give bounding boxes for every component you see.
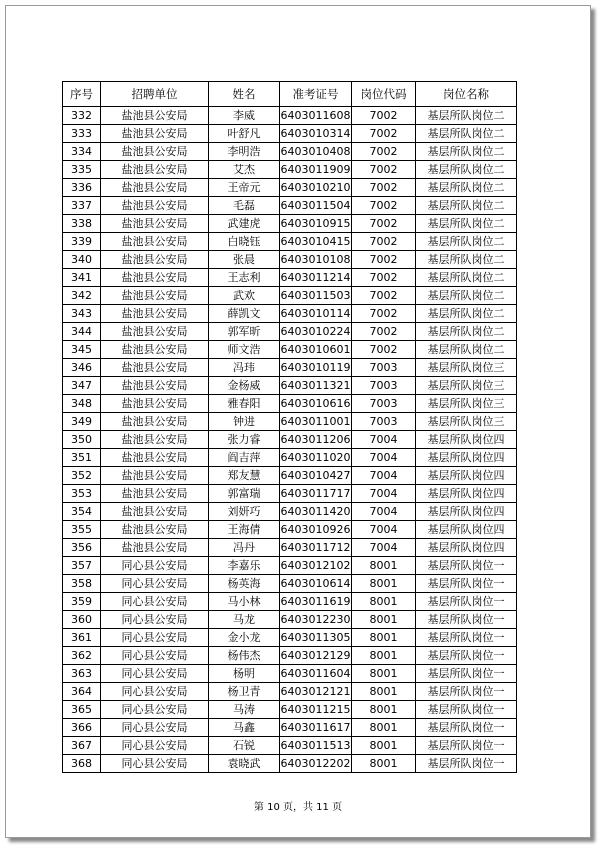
cell-exam-id: 6403011215 <box>280 701 352 719</box>
cell-unit: 盐池县公安局 <box>101 359 209 377</box>
cell-seq: 363 <box>63 665 101 683</box>
cell-post-name: 基层所队岗位一 <box>416 665 517 683</box>
cell-seq: 367 <box>63 737 101 755</box>
cell-exam-id: 6403011604 <box>280 665 352 683</box>
cell-seq: 351 <box>63 449 101 467</box>
cell-exam-id: 6403011206 <box>280 431 352 449</box>
cell-seq: 340 <box>63 251 101 269</box>
cell-seq: 350 <box>63 431 101 449</box>
cell-post-code: 7002 <box>352 341 416 359</box>
cell-seq: 352 <box>63 467 101 485</box>
cell-unit: 盐池县公安局 <box>101 521 209 539</box>
cell-name: 李威 <box>209 107 280 125</box>
cell-post-code: 7002 <box>352 197 416 215</box>
cell-exam-id: 6403011513 <box>280 737 352 755</box>
table-row <box>63 251 517 269</box>
cell-name: 冯玮 <box>209 359 280 377</box>
table-row <box>63 683 517 701</box>
cell-post-name: 基层所队岗位二 <box>416 251 517 269</box>
table-row <box>63 377 517 395</box>
cell-unit: 盐池县公安局 <box>101 323 209 341</box>
cell-post-code: 7002 <box>352 125 416 143</box>
candidate-table <box>62 81 517 773</box>
cell-seq: 358 <box>63 575 101 593</box>
cell-exam-id: 6403012129 <box>280 647 352 665</box>
table-row <box>63 647 517 665</box>
cell-post-code: 8001 <box>352 683 416 701</box>
table-row <box>63 125 517 143</box>
cell-name: 钟进 <box>209 413 280 431</box>
cell-post-name: 基层所队岗位二 <box>416 179 517 197</box>
table-row <box>63 341 517 359</box>
cell-unit: 盐池县公安局 <box>101 413 209 431</box>
cell-unit: 同心县公安局 <box>101 647 209 665</box>
cell-exam-id: 6403010314 <box>280 125 352 143</box>
cell-seq: 341 <box>63 269 101 287</box>
table-row <box>63 179 517 197</box>
cell-unit: 盐池县公安局 <box>101 395 209 413</box>
cell-exam-id: 6403010108 <box>280 251 352 269</box>
table-row <box>63 503 517 521</box>
table-row <box>63 737 517 755</box>
cell-exam-id: 6403011001 <box>280 413 352 431</box>
cell-seq: 366 <box>63 719 101 737</box>
table-row <box>63 593 517 611</box>
cell-exam-id: 6403010614 <box>280 575 352 593</box>
cell-unit: 盐池县公安局 <box>101 233 209 251</box>
cell-post-code: 7004 <box>352 449 416 467</box>
cell-unit: 同心县公安局 <box>101 737 209 755</box>
header-seq: 序号 <box>63 82 101 107</box>
cell-unit: 同心县公安局 <box>101 629 209 647</box>
cell-seq: 333 <box>63 125 101 143</box>
cell-name: 张晨 <box>209 251 280 269</box>
cell-name: 阎吉萍 <box>209 449 280 467</box>
cell-post-name: 基层所队岗位一 <box>416 737 517 755</box>
cell-post-name: 基层所队岗位一 <box>416 557 517 575</box>
cell-unit: 盐池县公安局 <box>101 449 209 467</box>
cell-name: 冯丹 <box>209 539 280 557</box>
cell-unit: 盐池县公安局 <box>101 251 209 269</box>
cell-post-code: 7004 <box>352 503 416 521</box>
cell-post-code: 7002 <box>352 143 416 161</box>
cell-unit: 盐池县公安局 <box>101 197 209 215</box>
cell-exam-id: 6403011617 <box>280 719 352 737</box>
cell-post-code: 7002 <box>352 179 416 197</box>
cell-unit: 盐池县公安局 <box>101 467 209 485</box>
cell-unit: 同心县公安局 <box>101 575 209 593</box>
cell-exam-id: 6403010114 <box>280 305 352 323</box>
cell-post-name: 基层所队岗位三 <box>416 377 517 395</box>
cell-post-code: 7003 <box>352 413 416 431</box>
cell-post-code: 8001 <box>352 755 416 773</box>
table-row <box>63 629 517 647</box>
cell-seq: 346 <box>63 359 101 377</box>
table-row <box>63 413 517 431</box>
cell-unit: 盐池县公安局 <box>101 107 209 125</box>
cell-post-name: 基层所队岗位二 <box>416 305 517 323</box>
cell-post-name: 基层所队岗位三 <box>416 359 517 377</box>
cell-seq: 337 <box>63 197 101 215</box>
cell-exam-id: 6403011712 <box>280 539 352 557</box>
cell-exam-id: 6403011214 <box>280 269 352 287</box>
table-row <box>63 557 517 575</box>
cell-name: 袁晓武 <box>209 755 280 773</box>
cell-exam-id: 6403011420 <box>280 503 352 521</box>
cell-name: 刘妍巧 <box>209 503 280 521</box>
table-row <box>63 611 517 629</box>
cell-post-code: 7002 <box>352 233 416 251</box>
cell-post-code: 8001 <box>352 611 416 629</box>
cell-unit: 盐池县公安局 <box>101 485 209 503</box>
cell-seq: 365 <box>63 701 101 719</box>
cell-name: 李嘉乐 <box>209 557 280 575</box>
cell-name: 雅春阳 <box>209 395 280 413</box>
header-name: 姓名 <box>209 82 280 107</box>
cell-post-code: 8001 <box>352 665 416 683</box>
cell-name: 王海倩 <box>209 521 280 539</box>
table-row <box>63 161 517 179</box>
cell-post-name: 基层所队岗位一 <box>416 755 517 773</box>
cell-exam-id: 6403012102 <box>280 557 352 575</box>
cell-name: 杨伟杰 <box>209 647 280 665</box>
cell-post-name: 基层所队岗位二 <box>416 143 517 161</box>
cell-post-name: 基层所队岗位三 <box>416 395 517 413</box>
header-unit: 招聘单位 <box>101 82 209 107</box>
cell-exam-id: 6403011305 <box>280 629 352 647</box>
cell-name: 郭富瑞 <box>209 485 280 503</box>
cell-unit: 同心县公安局 <box>101 719 209 737</box>
cell-seq: 349 <box>63 413 101 431</box>
cell-exam-id: 6403010408 <box>280 143 352 161</box>
cell-unit: 盐池县公安局 <box>101 287 209 305</box>
cell-name: 马涛 <box>209 701 280 719</box>
cell-post-name: 基层所队岗位二 <box>416 287 517 305</box>
cell-seq: 332 <box>63 107 101 125</box>
cell-post-name: 基层所队岗位二 <box>416 161 517 179</box>
document-page <box>5 5 591 838</box>
cell-exam-id: 6403011717 <box>280 485 352 503</box>
cell-post-code: 8001 <box>352 737 416 755</box>
cell-exam-id: 6403010616 <box>280 395 352 413</box>
cell-seq: 343 <box>63 305 101 323</box>
cell-post-code: 7002 <box>352 305 416 323</box>
cell-name: 薛凯文 <box>209 305 280 323</box>
cell-unit: 盐池县公安局 <box>101 377 209 395</box>
cell-unit: 盐池县公安局 <box>101 341 209 359</box>
cell-name: 金杨威 <box>209 377 280 395</box>
cell-unit: 盐池县公安局 <box>101 215 209 233</box>
cell-name: 杨英海 <box>209 575 280 593</box>
cell-seq: 357 <box>63 557 101 575</box>
cell-exam-id: 6403012121 <box>280 683 352 701</box>
table-row <box>63 449 517 467</box>
cell-post-name: 基层所队岗位四 <box>416 539 517 557</box>
table-row <box>63 107 517 125</box>
cell-post-name: 基层所队岗位二 <box>416 341 517 359</box>
table-row <box>63 305 517 323</box>
cell-seq: 359 <box>63 593 101 611</box>
cell-seq: 362 <box>63 647 101 665</box>
table-row <box>63 485 517 503</box>
table-row <box>63 719 517 737</box>
cell-seq: 360 <box>63 611 101 629</box>
cell-post-name: 基层所队岗位一 <box>416 719 517 737</box>
cell-name: 马鑫 <box>209 719 280 737</box>
table-row <box>63 575 517 593</box>
cell-seq: 368 <box>63 755 101 773</box>
cell-post-code: 7004 <box>352 431 416 449</box>
cell-exam-id: 6403011503 <box>280 287 352 305</box>
cell-post-name: 基层所队岗位二 <box>416 107 517 125</box>
cell-name: 金小龙 <box>209 629 280 647</box>
cell-exam-id: 6403011504 <box>280 197 352 215</box>
table-row <box>63 431 517 449</box>
page-footer: 第 10 页，共 11 页 <box>253 802 343 813</box>
cell-post-name: 基层所队岗位一 <box>416 629 517 647</box>
cell-name: 武建虎 <box>209 215 280 233</box>
cell-unit: 同心县公安局 <box>101 665 209 683</box>
cell-post-code: 7002 <box>352 107 416 125</box>
cell-unit: 盐池县公安局 <box>101 503 209 521</box>
cell-post-code: 7004 <box>352 467 416 485</box>
cell-post-name: 基层所队岗位四 <box>416 467 517 485</box>
cell-exam-id: 6403011321 <box>280 377 352 395</box>
table-row <box>63 197 517 215</box>
cell-post-name: 基层所队岗位二 <box>416 233 517 251</box>
cell-unit: 盐池县公安局 <box>101 539 209 557</box>
cell-post-name: 基层所队岗位一 <box>416 593 517 611</box>
cell-unit: 同心县公安局 <box>101 683 209 701</box>
cell-exam-id: 6403011608 <box>280 107 352 125</box>
cell-name: 杨明 <box>209 665 280 683</box>
cell-exam-id: 6403011909 <box>280 161 352 179</box>
cell-seq: 353 <box>63 485 101 503</box>
cell-name: 马龙 <box>209 611 280 629</box>
cell-name: 张力睿 <box>209 431 280 449</box>
table-row <box>63 215 517 233</box>
table-row <box>63 233 517 251</box>
cell-seq: 339 <box>63 233 101 251</box>
cell-unit: 同心县公安局 <box>101 557 209 575</box>
cell-seq: 361 <box>63 629 101 647</box>
cell-name: 杨卫青 <box>209 683 280 701</box>
cell-post-name: 基层所队岗位一 <box>416 701 517 719</box>
table-row <box>63 701 517 719</box>
cell-unit: 同心县公安局 <box>101 755 209 773</box>
cell-seq: 355 <box>63 521 101 539</box>
cell-seq: 334 <box>63 143 101 161</box>
cell-post-name: 基层所队岗位二 <box>416 323 517 341</box>
cell-seq: 345 <box>63 341 101 359</box>
cell-post-code: 8001 <box>352 647 416 665</box>
cell-post-code: 7002 <box>352 287 416 305</box>
cell-post-name: 基层所队岗位四 <box>416 449 517 467</box>
cell-post-code: 7003 <box>352 395 416 413</box>
cell-exam-id: 6403010427 <box>280 467 352 485</box>
cell-exam-id: 6403010926 <box>280 521 352 539</box>
cell-post-name: 基层所队岗位一 <box>416 611 517 629</box>
table-row <box>63 287 517 305</box>
cell-post-code: 8001 <box>352 719 416 737</box>
cell-name: 叶舒凡 <box>209 125 280 143</box>
cell-post-code: 7002 <box>352 251 416 269</box>
cell-name: 王帝元 <box>209 179 280 197</box>
cell-unit: 同心县公安局 <box>101 701 209 719</box>
cell-unit: 盐池县公安局 <box>101 269 209 287</box>
cell-exam-id: 6403011619 <box>280 593 352 611</box>
cell-post-code: 8001 <box>352 575 416 593</box>
cell-seq: 342 <box>63 287 101 305</box>
cell-unit: 盐池县公安局 <box>101 143 209 161</box>
cell-exam-id: 6403010210 <box>280 179 352 197</box>
cell-seq: 335 <box>63 161 101 179</box>
table-row <box>63 665 517 683</box>
cell-seq: 344 <box>63 323 101 341</box>
cell-unit: 盐池县公安局 <box>101 305 209 323</box>
cell-post-name: 基层所队岗位四 <box>416 503 517 521</box>
cell-post-code: 7003 <box>352 377 416 395</box>
table-body <box>63 107 517 773</box>
cell-name: 毛磊 <box>209 197 280 215</box>
cell-post-name: 基层所队岗位四 <box>416 485 517 503</box>
cell-post-name: 基层所队岗位四 <box>416 431 517 449</box>
cell-exam-id: 6403010915 <box>280 215 352 233</box>
table-row <box>63 323 517 341</box>
cell-name: 王志利 <box>209 269 280 287</box>
cell-post-code: 8001 <box>352 557 416 575</box>
cell-post-code: 7004 <box>352 521 416 539</box>
cell-unit: 同心县公安局 <box>101 593 209 611</box>
table-row <box>63 359 517 377</box>
cell-name: 马小林 <box>209 593 280 611</box>
cell-post-code: 7004 <box>352 539 416 557</box>
cell-name: 石锐 <box>209 737 280 755</box>
cell-seq: 356 <box>63 539 101 557</box>
cell-name: 白晓钰 <box>209 233 280 251</box>
cell-unit: 同心县公安局 <box>101 611 209 629</box>
cell-name: 艾杰 <box>209 161 280 179</box>
cell-exam-id: 6403010224 <box>280 323 352 341</box>
cell-seq: 338 <box>63 215 101 233</box>
cell-unit: 盐池县公安局 <box>101 161 209 179</box>
cell-post-name: 基层所队岗位三 <box>416 413 517 431</box>
header-exam-id: 准考证号 <box>280 82 352 107</box>
cell-seq: 354 <box>63 503 101 521</box>
cell-post-name: 基层所队岗位二 <box>416 215 517 233</box>
cell-unit: 盐池县公安局 <box>101 179 209 197</box>
cell-post-code: 8001 <box>352 701 416 719</box>
cell-post-code: 8001 <box>352 593 416 611</box>
cell-exam-id: 6403012230 <box>280 611 352 629</box>
cell-post-code: 7002 <box>352 215 416 233</box>
cell-name: 郭军昕 <box>209 323 280 341</box>
cell-post-name: 基层所队岗位四 <box>416 521 517 539</box>
cell-unit: 盐池县公安局 <box>101 431 209 449</box>
table-row <box>63 539 517 557</box>
cell-exam-id: 6403010119 <box>280 359 352 377</box>
cell-exam-id: 6403010601 <box>280 341 352 359</box>
cell-post-code: 7003 <box>352 359 416 377</box>
cell-post-name: 基层所队岗位二 <box>416 125 517 143</box>
cell-post-name: 基层所队岗位一 <box>416 683 517 701</box>
header-post-name: 岗位名称 <box>416 82 517 107</box>
table-row <box>63 395 517 413</box>
table-header-row <box>63 82 517 107</box>
cell-exam-id: 6403011020 <box>280 449 352 467</box>
table-row <box>63 755 517 773</box>
cell-post-name: 基层所队岗位一 <box>416 647 517 665</box>
cell-seq: 348 <box>63 395 101 413</box>
table-row <box>63 521 517 539</box>
header-post-code: 岗位代码 <box>352 82 416 107</box>
cell-exam-id: 6403012202 <box>280 755 352 773</box>
cell-post-code: 8001 <box>352 629 416 647</box>
cell-name: 李明浩 <box>209 143 280 161</box>
cell-name: 武欢 <box>209 287 280 305</box>
cell-post-code: 7002 <box>352 269 416 287</box>
table-row <box>63 143 517 161</box>
cell-post-name: 基层所队岗位二 <box>416 197 517 215</box>
table-row <box>63 467 517 485</box>
cell-post-name: 基层所队岗位一 <box>416 575 517 593</box>
cell-seq: 364 <box>63 683 101 701</box>
cell-post-code: 7002 <box>352 161 416 179</box>
cell-unit: 盐池县公安局 <box>101 125 209 143</box>
cell-name: 师文浩 <box>209 341 280 359</box>
cell-post-name: 基层所队岗位二 <box>416 269 517 287</box>
cell-post-code: 7004 <box>352 485 416 503</box>
cell-exam-id: 6403010415 <box>280 233 352 251</box>
cell-seq: 336 <box>63 179 101 197</box>
table-row <box>63 269 517 287</box>
cell-name: 郑友慧 <box>209 467 280 485</box>
cell-post-code: 7002 <box>352 323 416 341</box>
cell-seq: 347 <box>63 377 101 395</box>
